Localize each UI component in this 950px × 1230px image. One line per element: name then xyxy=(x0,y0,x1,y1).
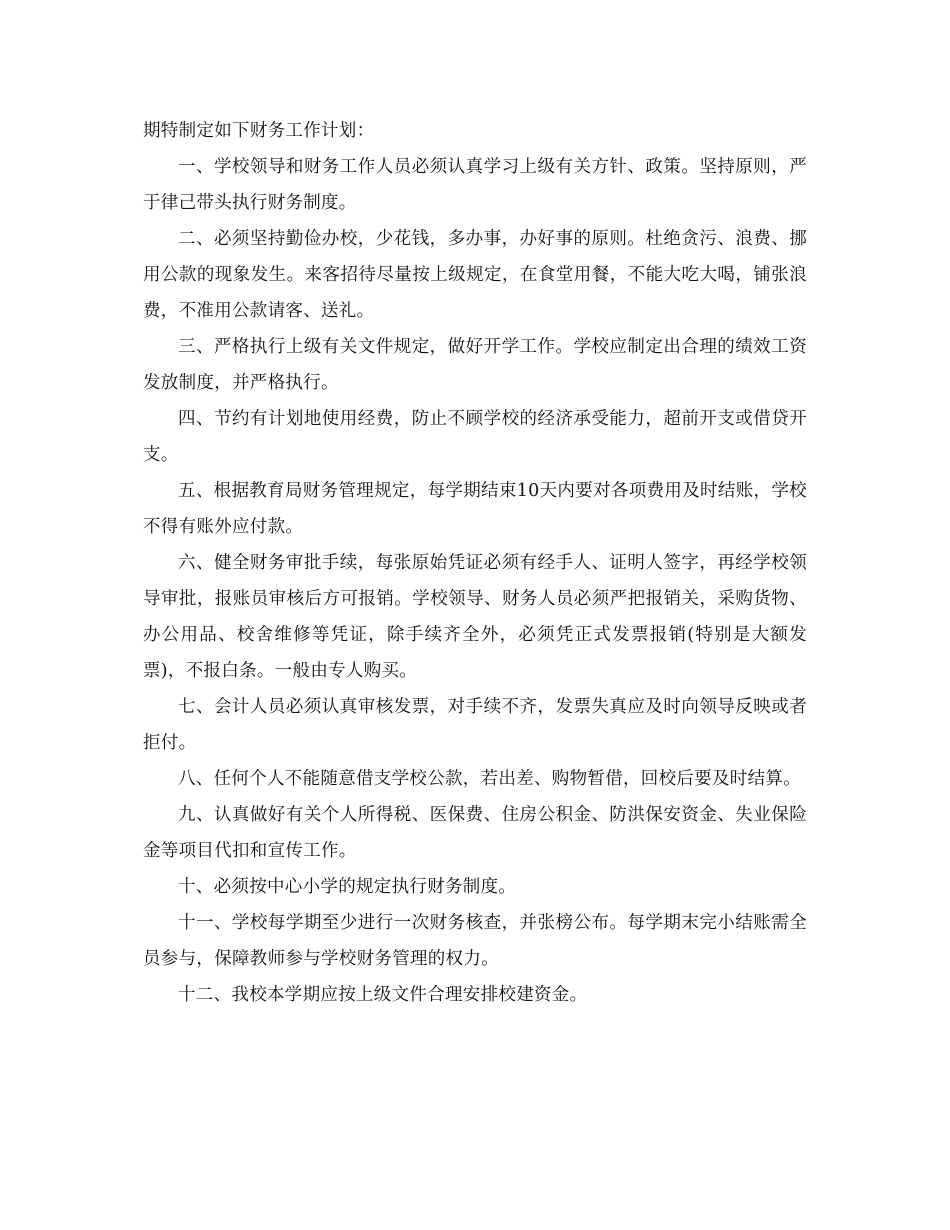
paragraph-item-3: 三、严格执行上级有关文件规定，做好开学工作。学校应制定出合理的绩效工资发放制度，并严格执行。 xyxy=(143,337,807,393)
paragraph-intro: 期特制定如下财务工作计划： xyxy=(143,121,375,141)
paragraph-item-6: 六、健全财务审批手续，每张原始凭证必须有经手人、证明人签字，再经学校领导审批，报账员审核后方可报销。学校领导、财务人员必须严把报销关，采购货物、办公用品、校舍维修等凭证，除手续齐全外，必须凭正式发票报销(特别是大额发票)，不报白条。一般由专人购买。 xyxy=(143,553,807,681)
document-page xyxy=(143,113,807,1013)
paragraph-item-8: 八、任何个人不能随意借支学校公款，若出差、购物暂借，回校后要及时结算。 xyxy=(178,769,801,789)
paragraph-item-11: 十一、学校每学期至少进行一次财务核查，并张榜公布。每学期末完小结账需全员参与，保障教师参与学校财务管理的权力。 xyxy=(143,913,807,969)
paragraph-item-1: 一、学校领导和财务工作人员必须认真学习上级有关方针、政策。坚持原则，严于律己带头执行财务制度。 xyxy=(143,157,807,213)
paragraph-item-10: 十、必须按中心小学的规定执行财务制度。 xyxy=(178,877,517,897)
paragraph-item-2: 二、必须坚持勤俭办校，少花钱，多办事，办好事的原则。杜绝贪污、浪费、挪用公款的现象发生。来客招待尽量按上级规定，在食堂用餐，不能大吃大喝，铺张浪费，不准用公款请客、送礼。 xyxy=(143,229,807,321)
paragraph-item-9: 九、认真做好有关个人所得税、医保费、住房公积金、防洪保安资金、失业保险金等项目代扣和宣传工作。 xyxy=(143,805,807,861)
paragraph-item-7: 七、会计人员必须认真审核发票，对手续不齐，发票失真应及时向领导反映或者拒付。 xyxy=(143,697,807,753)
paragraph-item-4: 四、节约有计划地使用经费，防止不顾学校的经济承受能力，超前开支或借贷开支。 xyxy=(143,409,807,465)
paragraph-item-5: 五、根据教育局财务管理规定，每学期结束10天内要对各项费用及时结账，学校不得有账外应付款。 xyxy=(143,481,807,537)
paragraph-item-12: 十二、我校本学期应按上级文件合理安排校建资金。 xyxy=(178,985,588,1005)
